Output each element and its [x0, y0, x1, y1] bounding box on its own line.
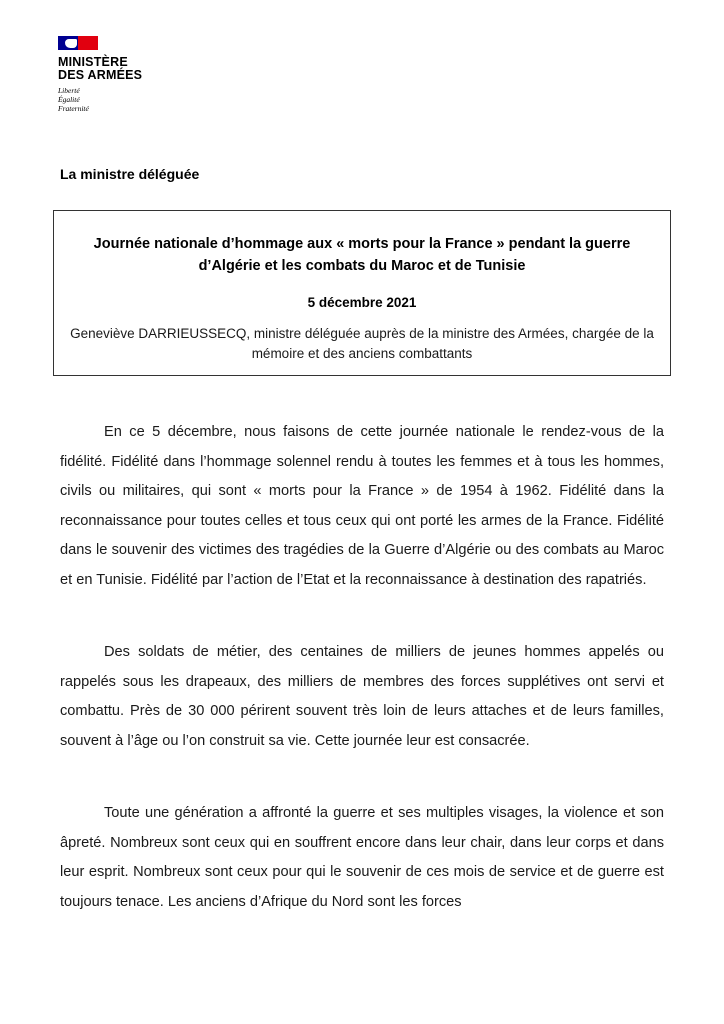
speech-author: Geneviève DARRIEUSSECQ, ministre déléguée auprès de la ministre des Armées, chargée de la mémoire et des anciens combattants [70, 326, 654, 361]
ministry-name [58, 56, 178, 82]
motto-liberte: Liberté [58, 86, 80, 95]
ministry-logo [58, 36, 178, 113]
ministry-line1: MINISTÈRE [58, 55, 128, 69]
speech-title: Journée nationale d’hommage aux « morts pour la France » pendant la guerre d’Algérie et les combats du Maroc et de Tunisie [93, 236, 631, 274]
speech-date: 5 décembre 2021 [307, 295, 417, 310]
speech-info-box [53, 210, 671, 376]
ministry-line2: DES ARMÉES [58, 68, 143, 82]
motto-egalite: Égalité [58, 95, 80, 104]
speech-body [60, 418, 664, 917]
republic-motto [58, 86, 178, 113]
paragraph: En ce 5 décembre, nous faisons de cette journée nationale le rendez-vous de la fidélité. Fidélité dans l’hommage solennel rendu à toutes les femmes et à tous les hommes, civils ou militaires, qui sont « morts pour la France » de 1954 à 1962. Fidélité dans la reconnaissance pour toutes celles et tous ceux qui ont porté les armes de la France. Fidélité dans le souvenir des victimes des tragédies de la Guerre d’Algérie ou des combats au Maroc et en Tunisie. Fidélité par l’action de l’Etat et la reconnaissance à destination des rapatriés. [60, 424, 664, 588]
flag-red [78, 36, 98, 50]
page-heading: La ministre déléguée [60, 166, 200, 182]
motto-fraternite: Fraternité [58, 104, 89, 113]
paragraph: Toute une génération a affronté la guerre et ses multiples visages, la violence et son âpreté. Nombreux sont ceux qui en souffrent encore dans leur chair, dans leur corps et dans leur esprit. Nombreux sont ceux pour qui le souvenir de ces mois de service et de guerre est toujours tenace. Les anciens d’Afrique du Nord sont les forces [60, 805, 664, 910]
paragraph: Des soldats de métier, des centaines de milliers de jeunes hommes appelés ou rappelés sous les drapeaux, des milliers de membres des forces supplétives ont servi et combattu. Près de 30 000 périrent souvent très loin de leurs attaches et de leurs familles, souvent à l’âge ou l’on construit sa vie. Cette journée leur est consacrée. [60, 644, 664, 749]
marianne-flag-icon [58, 36, 98, 50]
flag-blue [58, 36, 78, 50]
